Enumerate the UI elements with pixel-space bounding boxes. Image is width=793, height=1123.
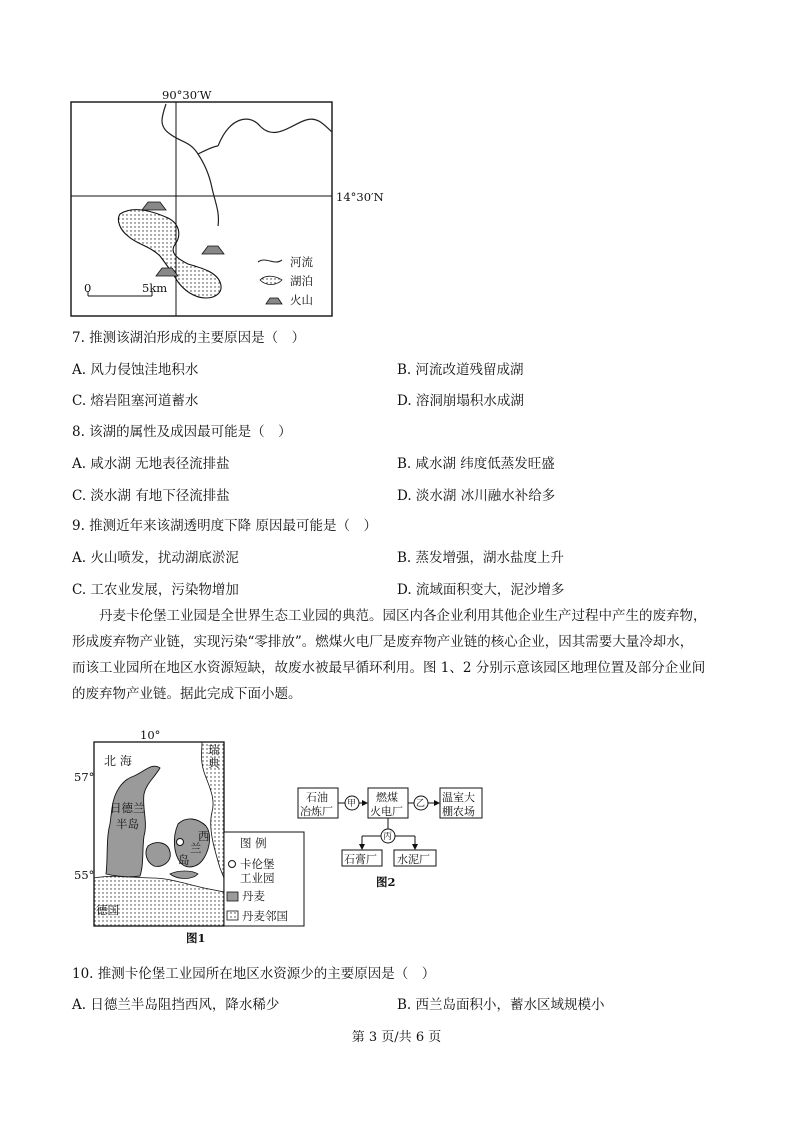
- option-9c[interactable]: C. 工农业发展，污染物增加: [72, 582, 239, 598]
- refinery-label-2: 冶炼厂: [300, 805, 333, 818]
- industrial-chain-diagram: [296, 784, 496, 890]
- option-7c[interactable]: C. 熔岩阻塞河道蓄水: [72, 393, 199, 409]
- question-8: 8. 该湖的属性及成因最可能是（ ）: [72, 424, 292, 440]
- passage-line: 的废弃物产业链。据此完成下面小题。: [72, 686, 302, 702]
- node-jia-label: 甲: [347, 799, 357, 809]
- jutland-label-1: 日德兰: [110, 801, 145, 815]
- option-9b[interactable]: B. 蒸发增强，湖水盐度上升: [397, 550, 565, 566]
- node-yi-label: 乙: [416, 799, 426, 809]
- option-10b[interactable]: B. 西兰岛面积小，蓄水区域规模小: [397, 997, 605, 1013]
- jutland-label-2: 半岛: [116, 817, 139, 831]
- passage: [72, 603, 722, 707]
- legend-neighbors-icon: [227, 911, 238, 920]
- longitude-10: 10°: [140, 728, 161, 742]
- zealand-label-2: 兰: [190, 841, 202, 855]
- legend-lake: 湖泊: [290, 274, 313, 288]
- fig2-caption: 图2: [376, 875, 396, 889]
- legend-river: 河流: [290, 255, 313, 269]
- greenhouse-label-1: 温室大: [442, 791, 475, 804]
- node-bing-label: 丙: [383, 832, 393, 842]
- option-9a[interactable]: A. 火山喷发，扰动湖底淤泥: [72, 550, 239, 566]
- option-8c[interactable]: C. 淡水湖 有地下径流排盐: [72, 488, 230, 504]
- option-8a[interactable]: A. 咸水湖 无地表径流排盐: [72, 456, 230, 472]
- legend-denmark: 丹麦: [242, 889, 265, 903]
- scale-distance: 5km: [142, 281, 168, 295]
- option-8d[interactable]: D. 淡水湖 冰川融水补给多: [397, 488, 556, 504]
- lake-legend-icon: [260, 276, 282, 284]
- latitude-55: 55°: [74, 868, 95, 882]
- legend-park-1: 卡伦堡: [240, 857, 275, 871]
- legend-volcano: 火山: [290, 293, 313, 307]
- legend-park-2: 工业园: [240, 871, 275, 885]
- question-10: 10. 推测卡伦堡工业园所在地区水资源少的主要原因是（ ）: [72, 966, 436, 982]
- option-9d[interactable]: D. 流域面积变大，泥沙增多: [397, 582, 565, 598]
- sweden-label: 瑞 典: [208, 743, 220, 770]
- cement-label: 水泥厂: [397, 853, 430, 866]
- lake-map: [70, 86, 384, 318]
- option-7a[interactable]: A. 风力侵蚀洼地积水: [72, 362, 199, 378]
- zealand-label-3: 岛: [178, 853, 190, 867]
- volcano-legend-icon: [266, 298, 282, 304]
- power-label-2: 火电厂: [370, 805, 403, 818]
- option-7b[interactable]: B. 河流改道残留成湖: [397, 362, 524, 378]
- question-9: 9. 推测近年来该湖透明度下降 原因最可能是（ ）: [72, 518, 377, 534]
- latitude-label: 14°30′N: [336, 190, 384, 204]
- germany-label: 德国: [96, 903, 119, 917]
- legend-neighbors: 丹麦邻国: [242, 909, 288, 923]
- refinery-label-1: 石油: [306, 791, 328, 804]
- fig1-caption: 图1: [186, 931, 206, 945]
- volcano-icon: [202, 246, 224, 254]
- longitude-label: 90°30′W: [162, 88, 212, 102]
- option-7d[interactable]: D. 溶洞崩塌积水成湖: [397, 393, 524, 409]
- zealand-label-1: 西: [198, 829, 210, 843]
- legend-title: 图 例: [240, 836, 267, 850]
- question-7: 7. 推测该湖泊形成的主要原因是（ ）: [72, 330, 306, 346]
- lake-map-figure: [70, 86, 370, 318]
- legend-park-icon: [229, 861, 236, 868]
- scale-zero: 0: [84, 281, 92, 295]
- denmark-map: [74, 728, 306, 948]
- volcano-icon: [142, 202, 166, 210]
- north-sea-label: 北 海: [104, 754, 132, 768]
- option-8b[interactable]: B. 咸水湖 纬度低蒸发旺盛: [397, 456, 555, 472]
- option-10a[interactable]: A. 日德兰半岛阻挡西风，降水稀少: [72, 997, 280, 1013]
- legend-denmark-icon: [227, 892, 238, 901]
- river-legend-icon: [258, 260, 282, 262]
- passage-line: 丹麦卡伦堡工业园是全世界生态工业园的典范。园区内各企业利用其他企业生产过程中产生的废弃物，: [99, 608, 707, 624]
- greenhouse-label-2: 棚农场: [442, 805, 475, 818]
- page-footer: 第 3 页/共 6 页: [351, 1030, 442, 1045]
- gypsum-label: 石膏厂: [344, 853, 377, 866]
- power-label-1: 燃煤: [376, 791, 398, 804]
- passage-line: 形成废弃物产业链，实现污染“零排放”。燃煤火电厂是废弃物产业链的核心企业，因其需要大量冷却水，: [72, 634, 694, 650]
- passage-line: 而该工业园所在地区水资源短缺，故废水被最早循环利用。图 1、2 分别示意该园区地理位置及部分企业间: [72, 660, 706, 676]
- latitude-57: 57°: [74, 770, 95, 784]
- kalundborg-marker: [177, 839, 184, 846]
